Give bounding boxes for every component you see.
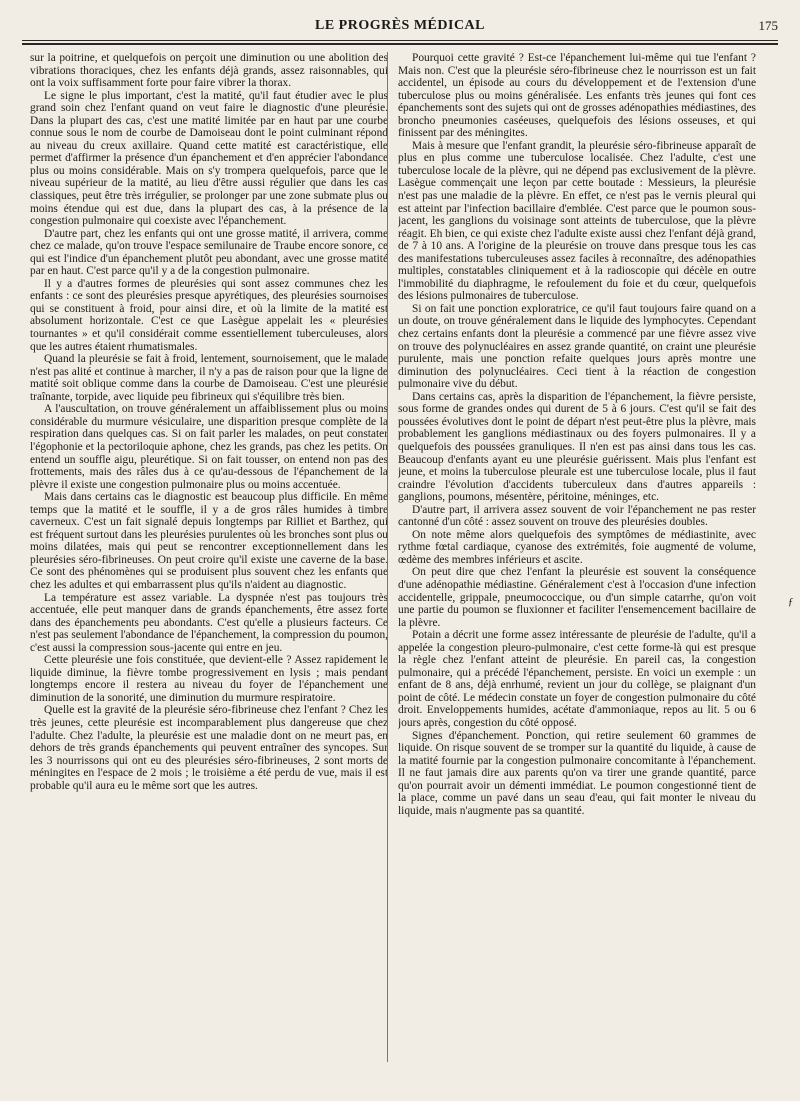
running-header bbox=[22, 18, 778, 40]
right-column bbox=[398, 52, 756, 1072]
paragraph: Le signe le plus important, c'est la matité, qu'il faut étudier avec le plus grand soin chez l'enfant quand on veut faire le diagnostic d'une pleurésie. Dans la plupart des cas, c'est une matité limitée par en haut par une courbe connue sous le nom de courbe de Damoiseau dont le point culminant répond au niveau du creux axillaire. Quand cette matité est caractéristique, elle permet d'affirmer la présence d'un épanchement et d'en apprécier l'abondance plus ou moins considérable. Mais on s'y trompera quelquefois, parce que le niveau supérieur de la matité, au lieu d'être aussi régulier que dans les cas classiques, peut être très irrégulier, se prolonger par une zone submate plus ou moins étendue qui est due, dans la plupart des cas, à la présence de la congestion pulmonaire qui coexiste avec l'épanchement. bbox=[30, 89, 388, 228]
paragraph: D'autre part, chez les enfants qui ont une grosse matité, il arrivera, comme chez ce malade, qu'on trouve l'espace semilunaire de Traube encore sonore, ce qui est l'indice d'un épanchement plutôt peu abondant, avec une grosse matité par en haut. C'est parce qu'il y a de la congestion pulmonaire. bbox=[30, 227, 388, 278]
header-rule-thick bbox=[22, 43, 778, 45]
paragraph: Si on fait une ponction exploratrice, ce qu'il faut toujours faire quand on a un doute, on trouve généralement dans le liquide des lymphocytes. Cependant chez certains enfants dont la pleurésie a commencé par une fièvre assez vive on trouve des polynucléaires en assez grande quantité, on craint une pleurésie purulente, mais une ponction refaite quelques jours après montre une diminution des polynucléaires. Ceci tient à la réaction de congestion pulmonaire vive du début. bbox=[398, 302, 756, 391]
paragraph: A l'auscultation, on trouve généralement un affaiblissement plus ou moins considérable du murmure vésiculaire, une disparition presque complète de la respiration dans quelques cas. Si on fait parler les malades, on peut constater l'égophonie et la pectoriloquie aphone, chez les grands, pas chez les petits. On entend un souffle aigu, pleurétique. Si on fait tousser, on entend non pas des frottements, mais des râles dus à ce qu'au-dessous de l'épanchement de la plèvre il existe une congestion pulmonaire plus ou moins accentuée. bbox=[30, 403, 388, 491]
paragraph: On peut dire que chez l'enfant la pleurésie est souvent la conséquence d'une adénopathie médiastine. Généralement c'est à l'occasion d'une infection accidentelle, grippale, pneumococcique, ou d'un simple catarrhe, qu'on voit une partie du poumon se fluxionner et faciliter l'ensemencement bacillaire de la plèvre. bbox=[398, 566, 756, 629]
left-column bbox=[30, 52, 388, 1072]
paragraph: Mais dans certains cas le diagnostic est beaucoup plus difficile. En même temps que la matité et le souffle, il y a de gros râles humides à timbre caverneux. C'est un fait signalé depuis longtemps par Rilliet et Barthez, qui est fréquent surtout dans les pleurésies purulentes où les bronches sont plus ou moins dilatées, mais qui peut se rencontrer exceptionnellement dans les pleurésies séro-fibrineuses. On peut croire qu'il existe une caverne de la base. Ce sont des phénomènes qui se produisent plus souvent chez les enfants que chez les adultes et qui embarrassent plus qu'ils n'aident au diagnostic. bbox=[30, 491, 388, 591]
paragraph: D'autre part, il arrivera assez souvent de voir l'épanchement ne pas rester cantonné d'un côté : assez souvent on trouve des pleurésies doubles. bbox=[398, 503, 756, 529]
paragraph: Cette pleurésie une fois constituée, que devient-elle ? Assez rapidement le liquide diminue, la fièvre tombe progressivement en lysis ; mais pendant longtemps encore il restera au niveau du foyer de l'épanchement une diminution de la sonorité, une diminution du murmure respiratoire. bbox=[30, 654, 388, 704]
paragraph: Quelle est la gravité de la pleurésie séro-fibrineuse chez l'enfant ? Chez les très jeunes, cette pleurésie est incomparablement plus dangereuse que chez l'adulte. Chez l'adulte, la pleurésie est une maladie dont on ne meurt pas, en dehors de très grands épanchements qui peuvent entraîner des syncopes. Sur les 3 nourrissons qui ont eu des pleurésies séro-fibrineuses, 2 sont morts de méningites en l'espace de 2 mois ; le troisième a été perdu de vue, mais il est probable qu'il aura eu le même sort que les autres. bbox=[30, 704, 388, 792]
paragraph: Quand la pleurésie se fait à froid, lentement, sournoisement, que le malade n'est pas alité et continue à marcher, il n'y a pas de raison pour que la ligne de matité soit oblique comme dans la courbe de Damoiseau. C'est une pleurésie traînante, torpide, avec liquide peu fibrineux qui s'équilibre très bien. bbox=[30, 353, 388, 403]
column-divider bbox=[387, 52, 388, 1062]
paragraph: Dans certains cas, après la disparition de l'épanchement, la fièvre persiste, sous forme de grandes ondes qui durent de 5 à 6 jours. C'est qu'il se fait des poussées évolutives dont le point de départ n'est peut-être plus la plèvre, mais probablement les ganglions médiastinaux ou des foyers pulmonaires. Il y a quelquefois des poussées granuliques. Il n'en est pas ainsi dans tous les cas. Beaucoup d'enfants ayant eu une pleurésie guérissent. Mais plus l'enfant est jeune, et moins la tuberculose pleurale est une tuberculose locale, plus il faut craindre l'évolution d'accidents tuberculeux dans d'autres appareils : ganglions, poumons, mésentère, péritoine, méninges, etc. bbox=[398, 390, 756, 504]
paragraph: On note même alors quelquefois des symptômes de médiastinite, avec rythme fœtal cardiaque, cyanose des extrémités, foie augmenté de volume, œdème des membres inférieurs et ascite. bbox=[398, 528, 756, 566]
paragraph: Mais à mesure que l'enfant grandit, la pleurésie séro-fibrineuse apparaît de plus en plus comme une tuberculose localisée. Chez l'adulte, c'est une tuberculose locale de la plèvre, qui ne dépend pas exclusivement de la plèvre. Lasègue commençait une leçon par cette boutade : Messieurs, la pleurésie n'est pas une maladie de la plèvre. En effet, ce n'est pas le vernis pleural qui est atteint par l'infection bacillaire d'emblée. C'est parce que le poumon sous-jacent, les ganglions du voisinage sont atteints de tuberculose, que la plèvre réagit. Eh bien, ce qui existe chez l'adulte existe aussi chez l'enfant déjà grand, de 7 à 10 ans. A l'origine de la pleurésie on trouve dans presque tous les cas des manifestations tuberculeuses assez faciles à reconnaître, des adénopathies multiples, constatables cliniquement et à la radioscopie qui décèle en outre l'immobilité du diaphragme, le refoulement du foie et du cœur, quelquefois des lésions pulmonaires de tuberculose. bbox=[398, 139, 756, 303]
paragraph: Potain a décrit une forme assez intéressante de pleurésie de l'adulte, qu'il a appelée la congestion pleuro-pulmonaire, c'est cette forme-là qui est presque la règle chez l'enfant atteint de pleurésie. En pareil cas, la congestion pulmonaire, qui a précédé l'épanchement, persiste. En voici un exemple : un enfant de 8 ans, déjà enrhumé, revient un jour du collège, se plaignant d'un point de côté. Le médecin constate un foyer de congestion pulmonaire du côté droit. Enveloppements humides, acétate d'ammoniaque, repos au lit. 5 ou 6 jours après, congestion du côté opposé. bbox=[398, 629, 756, 729]
paragraph: Signes d'épanchement. Ponction, qui retire seulement 60 grammes de liquide. On risque souvent de se tromper sur la quantité du liquide, à cause de la matité fournie par la congestion pulmonaire concomitante à l'épanchement. Il ne faut jamais dire aux parents qu'on va tirer une grande quantité, parce qu'on pourrait avoir un démenti immédiat. Le poumon congestionné tient de la place, comme un pavé dans un seau d'eau, qui fait monter le niveau du liquide, mais n'augmente pas sa quantité. bbox=[398, 729, 756, 817]
header-rule bbox=[22, 40, 778, 41]
paragraph: sur la poitrine, et quelquefois on perçoit une diminution ou une abolition des vibrations thoraciques, chez les enfants déjà grands, assez raisonnables, qui ont la voix suffisamment forte pour faire vibrer la thorax. bbox=[30, 52, 388, 90]
journal-title: LE PROGRÈS MÉDICAL bbox=[314, 18, 486, 33]
paragraph: Pourquoi cette gravité ? Est-ce l'épanchement lui-même qui tue l'enfant ? Mais non. C'est que la pleurésie séro-fibrineuse chez le nourrisson est un fait accidentel, un épisode au cours du développement et de l'extension d'une tuberculose plus ou moins généralisée. Les enfants très jeunes qui font ces épanchements sont des sujets qui ont de grosses adénopathies médiastines, des broncho pneumonies caséeuses, quelquefois des lésions osseuses, et qui finissent par des méningites. bbox=[398, 52, 756, 140]
page-number: 175 bbox=[758, 18, 778, 33]
margin-mark: ƒ bbox=[788, 596, 794, 608]
paragraph: Il y a d'autres formes de pleurésies qui sont assez communes chez les enfants : ce sont des pleurésies presque apyrétiques, des pleurésies sournoises qui se constituent à froid, pour ainsi dire, et où la limite de la matité est absolument horizontale. C'est ce que Lasègue appelait les « pleurésies tournantes » et qu'il considérait comme essentiellement tuberculeuses, alors que les autres étaient rhumatismales. bbox=[30, 277, 388, 353]
paragraph: La température est assez variable. La dyspnée n'est pas toujours très accentuée, elle peut manquer dans de grands épanchements, être assez forte dans des épanchements peu abondants. C'est qu'elle a plusieurs facteurs. Ce n'est pas seulement l'abondance de l'épanchement, la compression du poumon, c'est aussi la compression sous-jacente qui entre en jeu. bbox=[30, 591, 388, 654]
